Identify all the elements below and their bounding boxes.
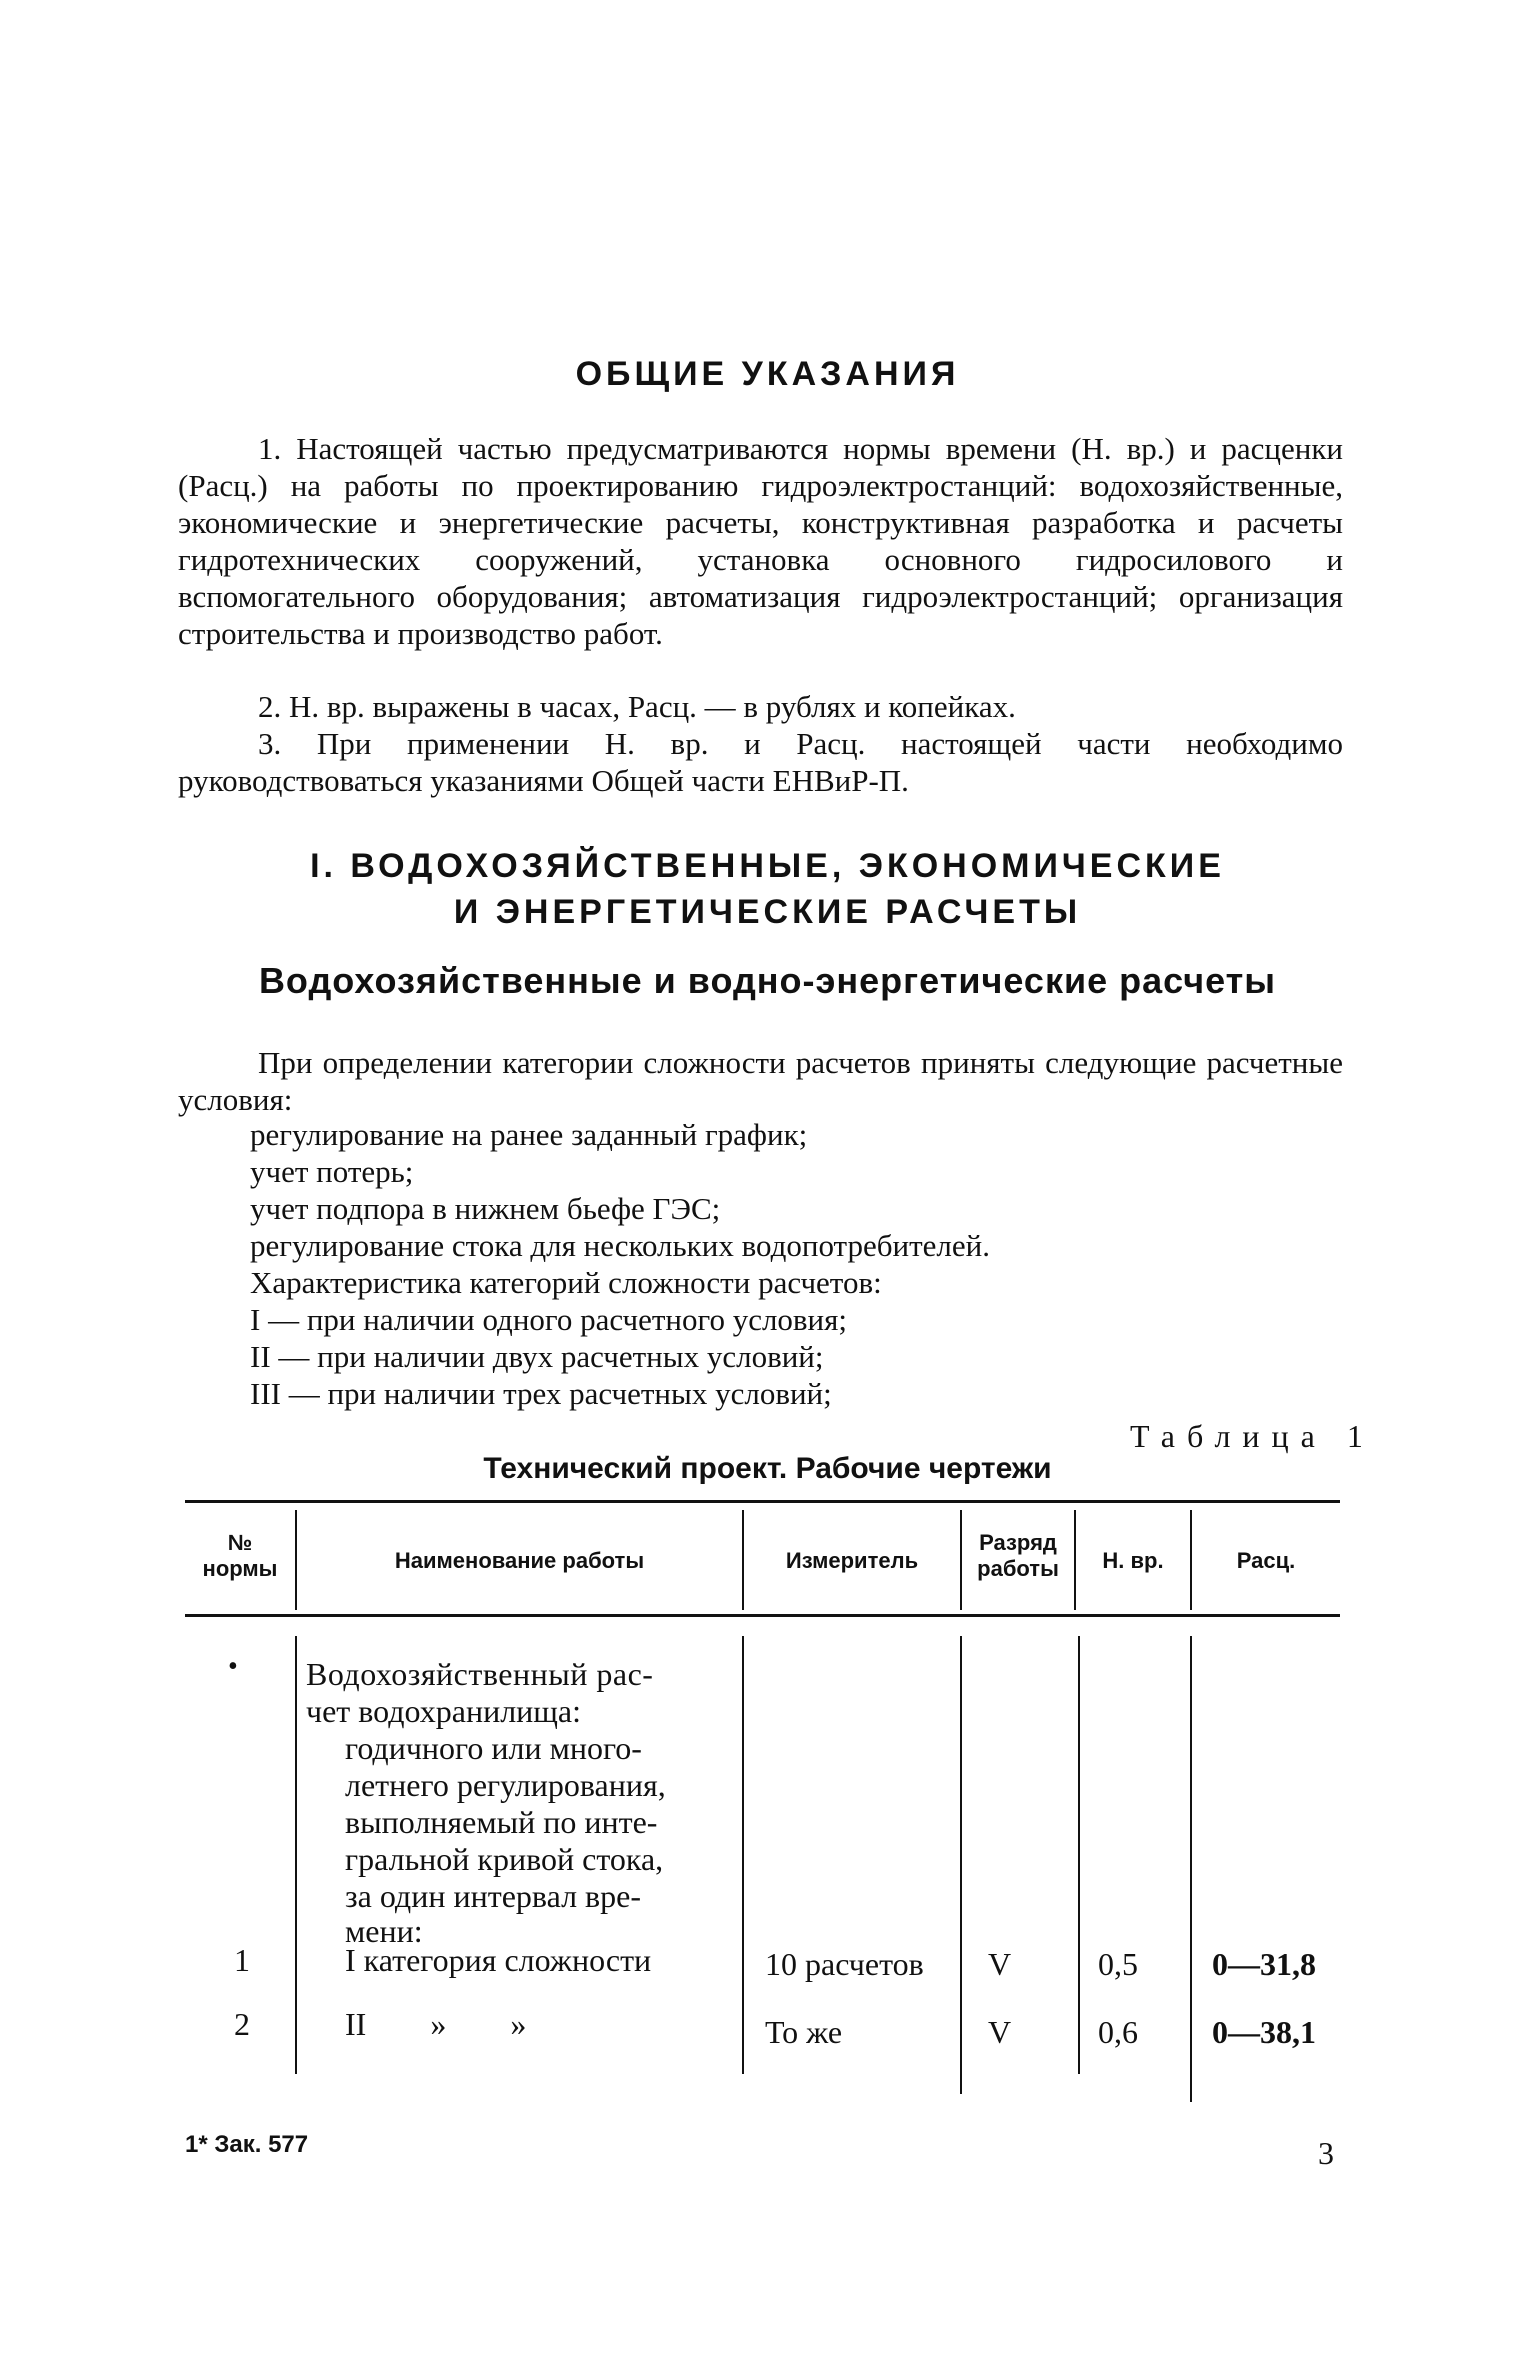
header-hours: Н. вр. [1102, 1548, 1164, 1573]
page-number: 3 [1318, 2135, 1334, 2171]
table-label: Таблица 1 [1130, 1418, 1375, 1454]
group-title-line: за один интервал вре- [345, 1878, 641, 1914]
row-2-rate: 0—38,1 [1212, 2014, 1316, 2050]
section-title-line-2: И ЭНЕРГЕТИЧЕСКИЕ РАСЧЕТЫ [453, 893, 1082, 931]
row-2-name: II » » [345, 2006, 527, 2042]
condition-item: регулирование стока для нескольких водопотребителей. [250, 1228, 990, 1263]
header-num-line-2: нормы [202, 1556, 278, 1581]
category-item: I — при наличии одного расчетного условия; [250, 1302, 848, 1337]
group-title-line: чет водохранилища: [306, 1693, 582, 1729]
condition-item: учет потерь; [250, 1154, 414, 1189]
header-name: Наименование работы [394, 1548, 645, 1573]
row-1-name: I категория сложности [345, 1942, 652, 1978]
body-divider [295, 1636, 297, 2074]
row-1-num: 1 [234, 1942, 250, 1978]
group-title-line: Водохозяйственный рас- [306, 1656, 654, 1692]
body-divider [1190, 1636, 1192, 2102]
category-item: II — при наличии двух расчетных условий; [250, 1339, 824, 1374]
body-divider [742, 1636, 744, 2074]
general-paragraph-2: 2. Н. вр. выражены в часах, Расц. — в рублях и копейках. [258, 689, 1016, 724]
table-top-rule [185, 1500, 1340, 1503]
body-divider [960, 1636, 962, 2094]
body-divider [1078, 1636, 1080, 2074]
table-header-rule [185, 1614, 1340, 1617]
section-subtitle: Водохозяйственные и водно-энергетические расчеты [258, 960, 1277, 1001]
header-rate: Расц. [1236, 1548, 1296, 1573]
group-title-line: летнего регулирования, [345, 1767, 666, 1803]
header-rank-line-1: Разряд [979, 1530, 1057, 1555]
row-2-unit: То же [765, 2014, 843, 2050]
section-title-line-1: I. ВОДОХОЗЯЙСТВЕННЫЕ, ЭКОНОМИЧЕСКИЕ [310, 847, 1225, 885]
row-1-hours: 0,5 [1098, 1946, 1138, 1982]
condition-item: регулирование на ранее заданный график; [250, 1117, 808, 1152]
row-1-rank: V [988, 1946, 1012, 1982]
header-num [185, 1530, 295, 1582]
category-item: III — при наличии трех расчетных условий; [250, 1376, 832, 1411]
group-title-line: гральной кривой стока, [345, 1841, 664, 1877]
header-rank [962, 1530, 1074, 1582]
row-2-rank: V [988, 2014, 1012, 2050]
row-1-unit: 10 расчетов [765, 1946, 924, 1982]
row-2-num: 2 [234, 2006, 250, 2042]
categories-intro: Характеристика категорий сложности расчетов: [250, 1265, 882, 1300]
general-paragraph-1: 1. Настоящей частью предусматриваются нормы времени (Н. вр.) и расценки (Расц.) на работы по проектированию гидроэлектростанций: водохозяйственные, экономические и энергетические расчеты, конструктивная разработка и расчеты гидротехнических сооружений, установка основного гидросилового и вспомогательного оборудования; автоматизация гидроэлектростанций; организация строительства и производство работ. [178, 431, 1343, 651]
header-unit: Измеритель [785, 1548, 919, 1573]
table-caption: Технический проект. Рабочие чертежи [483, 1452, 1052, 1485]
group-marker: • [228, 1651, 238, 1682]
general-paragraph-3: 3. При применении Н. вр. и Расц. настоящей части необходимо руководствоваться указаниями Общей части ЕНВиР-П. [178, 726, 1343, 798]
row-1-rate: 0—31,8 [1212, 1946, 1316, 1982]
header-num-line-1: № [227, 1530, 253, 1555]
order-number: 1* Зак. 577 [185, 2131, 309, 2158]
group-title-line: годичного или много- [345, 1730, 642, 1766]
general-heading: ОБЩИЕ УКАЗАНИЯ [575, 355, 960, 393]
header-rank-line-2: работы [977, 1556, 1059, 1581]
conditions-intro: При определении категории сложности расчетов приняты следующие расчетные условия: [178, 1045, 1343, 1117]
group-title-line: выполняемый по инте- [345, 1804, 658, 1840]
condition-item: учет подпора в нижнем бьефе ГЭС; [250, 1191, 721, 1226]
group-title-line: мени: [345, 1913, 423, 1949]
row-2-hours: 0,6 [1098, 2014, 1138, 2050]
